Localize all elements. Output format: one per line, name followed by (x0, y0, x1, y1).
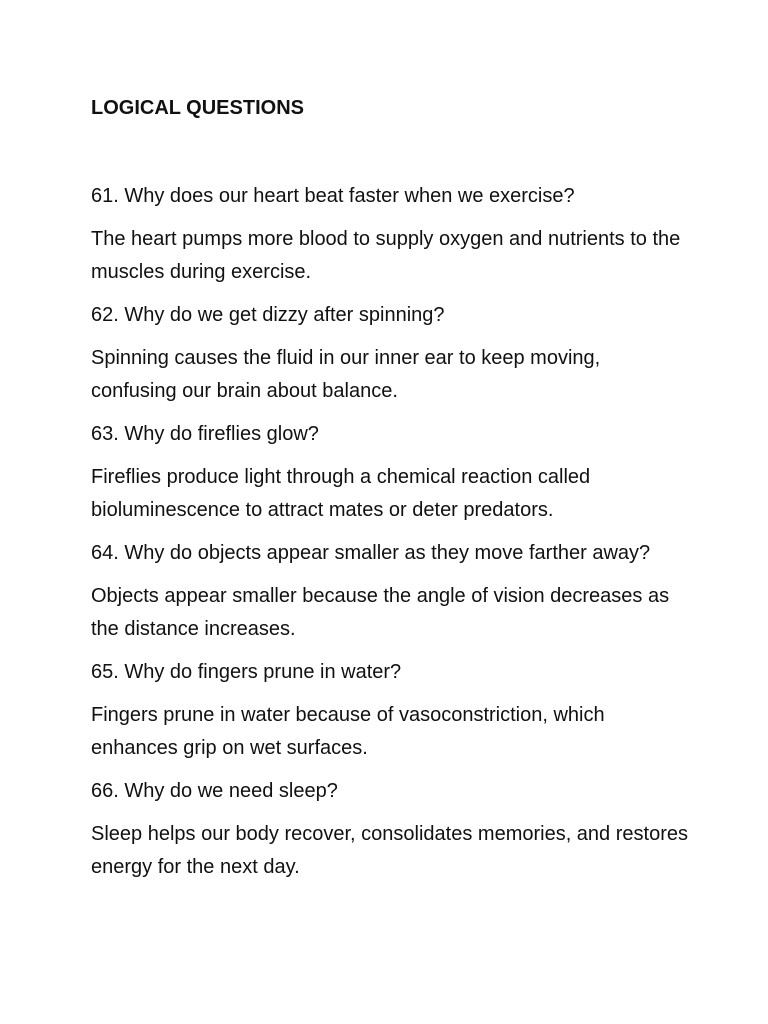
qa-item-66 (91, 775, 691, 884)
qa-item-65 (91, 656, 691, 765)
answer-63: Fireflies produce light through a chemical reaction called bioluminescence to attract mates or deter predators. (91, 466, 591, 521)
qa-item-64 (91, 537, 691, 646)
question-62: 62. Why do we get dizzy after spinning? (91, 304, 445, 326)
qa-item-63 (91, 418, 691, 527)
answer-61: The heart pumps more blood to supply oxygen and nutrients to the muscles during exercise. (91, 228, 681, 283)
question-63: 63. Why do fireflies glow? (91, 423, 319, 445)
document-page (91, 94, 691, 894)
answer-64: Objects appear smaller because the angle of vision decreases as the distance increases. (91, 585, 670, 640)
question-66: 66. Why do we need sleep? (91, 780, 338, 802)
answer-66: Sleep helps our body recover, consolidates memories, and restores energy for the next day. (91, 823, 688, 878)
answer-65: Fingers prune in water because of vasoconstriction, which enhances grip on wet surfaces. (91, 704, 605, 759)
question-61: 61. Why does our heart beat faster when we exercise? (91, 185, 575, 207)
qa-item-62 (91, 299, 691, 408)
question-64: 64. Why do objects appear smaller as they move farther away? (91, 542, 651, 564)
document-title: LOGICAL QUESTIONS (91, 97, 304, 119)
answer-62: Spinning causes the fluid in our inner ear to keep moving, confusing our brain about balance. (91, 347, 601, 402)
question-65: 65. Why do fingers prune in water? (91, 661, 402, 683)
qa-item-61 (91, 180, 691, 289)
